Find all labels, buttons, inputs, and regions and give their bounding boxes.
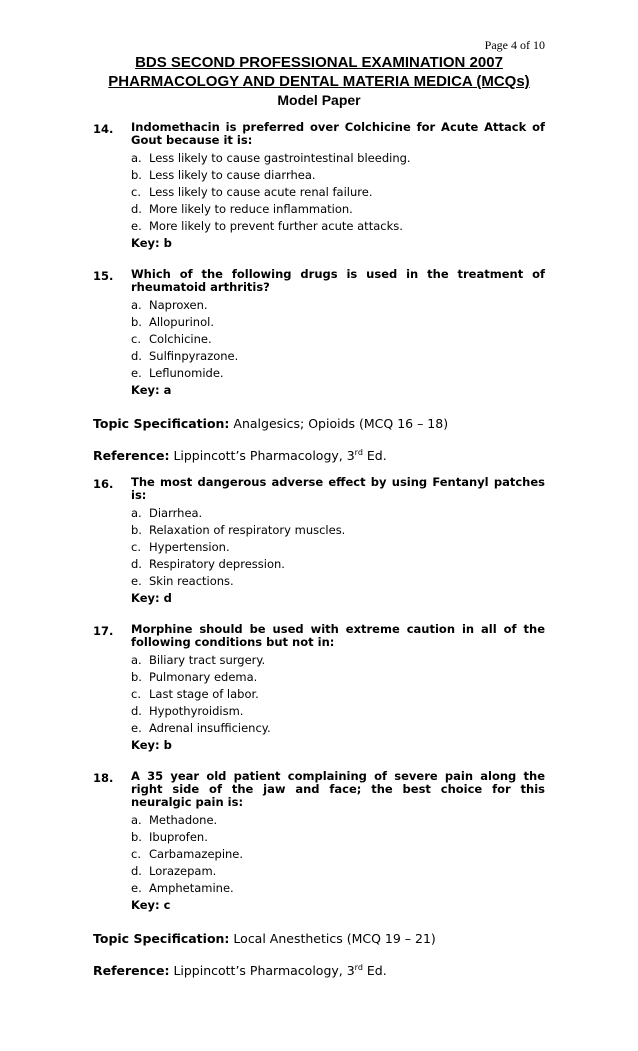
question-number: 15.: [93, 269, 114, 283]
option-item: e. More likely to prevent further acute attacks.: [131, 219, 403, 233]
option-item: e. Skin reactions.: [131, 574, 234, 589]
option-item: a. Biliary tract surgery.: [131, 653, 266, 668]
answer-key: Key: c: [131, 898, 171, 913]
exam-header: [0, 53, 638, 110]
answer-key: Key: b: [131, 738, 172, 753]
question-18: [93, 770, 545, 914]
option-item: d. Lorazepam.: [131, 864, 217, 879]
option-item: e. Amphetamine.: [131, 881, 234, 896]
question-14: [93, 121, 545, 252]
question-number: 16.: [93, 477, 114, 492]
option-item: d. More likely to reduce inflammation.: [131, 202, 353, 216]
question-text: Morphine should be used with extreme caution in all of the following conditions but not in:: [131, 622, 545, 650]
question-16: [93, 476, 545, 607]
option-item: a. Diarrhea.: [131, 506, 203, 521]
answer-key: Key: a: [131, 383, 172, 397]
question-17: [93, 623, 545, 754]
question-text: Indomethacin is preferred over Colchicine for Acute Attack of Gout because it is:: [131, 120, 545, 147]
question-text: Which of the following drugs is used in the treatment of rheumatoid arthritis?: [131, 267, 545, 294]
answer-key: Key: b: [131, 236, 172, 250]
option-item: a. Methadone.: [131, 813, 218, 828]
reference: Reference: Lippincott’s Pharmacology, 3rd Ed.: [93, 963, 387, 979]
option-item: a. Naproxen.: [131, 298, 208, 312]
page-number: Page 4 of 10: [484, 38, 545, 52]
option-item: b. Ibuprofen.: [131, 830, 208, 845]
question-number: 14.: [93, 122, 114, 136]
question-number: 17.: [93, 624, 114, 639]
answer-key: Key: d: [131, 591, 172, 606]
option-item: b. Less likely to cause diarrhea.: [131, 168, 316, 182]
option-item: b. Relaxation of respiratory muscles.: [131, 523, 346, 538]
exam-title: BDS SECOND PROFESSIONAL EXAMINATION 2007: [135, 54, 503, 71]
option-item: b. Pulmonary edema.: [131, 670, 258, 685]
option-item: c. Colchicine.: [131, 332, 212, 346]
question-text: A 35 year old patient complaining of severe pain along the right side of the jaw and face; the best choice for this neuralgic pain is:: [131, 769, 545, 810]
option-item: b. Allopurinol.: [131, 315, 214, 329]
topic-specification: Topic Specification: Local Anesthetics (MCQ 19 – 21): [93, 931, 436, 947]
option-item: d. Hypothyroidism.: [131, 704, 244, 719]
paper-type: Model Paper: [277, 92, 361, 108]
questions-body: [93, 121, 545, 991]
option-item: e. Adrenal insufficiency.: [131, 721, 271, 736]
option-item: d. Sulfinpyrazone.: [131, 349, 239, 363]
reference: Reference: Lippincott’s Pharmacology, 3rd Ed.: [93, 448, 387, 464]
topic-specification: Topic Specification: Analgesics; Opioids (MCQ 16 – 18): [93, 416, 449, 431]
option-item: c. Last stage of labor.: [131, 687, 259, 702]
option-item: c. Carbamazepine.: [131, 847, 244, 862]
option-item: a. Less likely to cause gastrointestinal bleeding.: [131, 151, 411, 165]
option-item: e. Leflunomide.: [131, 366, 224, 380]
question-number: 18.: [93, 771, 114, 786]
question-15: [93, 268, 545, 399]
option-item: c. Hypertension.: [131, 540, 230, 555]
subject-title: PHARMACOLOGY AND DENTAL MATERIA MEDICA (MCQs): [108, 73, 530, 90]
option-item: c. Less likely to cause acute renal failure.: [131, 185, 373, 199]
option-item: d. Respiratory depression.: [131, 557, 285, 572]
question-text: The most dangerous adverse effect by using Fentanyl patches is:: [131, 475, 545, 503]
